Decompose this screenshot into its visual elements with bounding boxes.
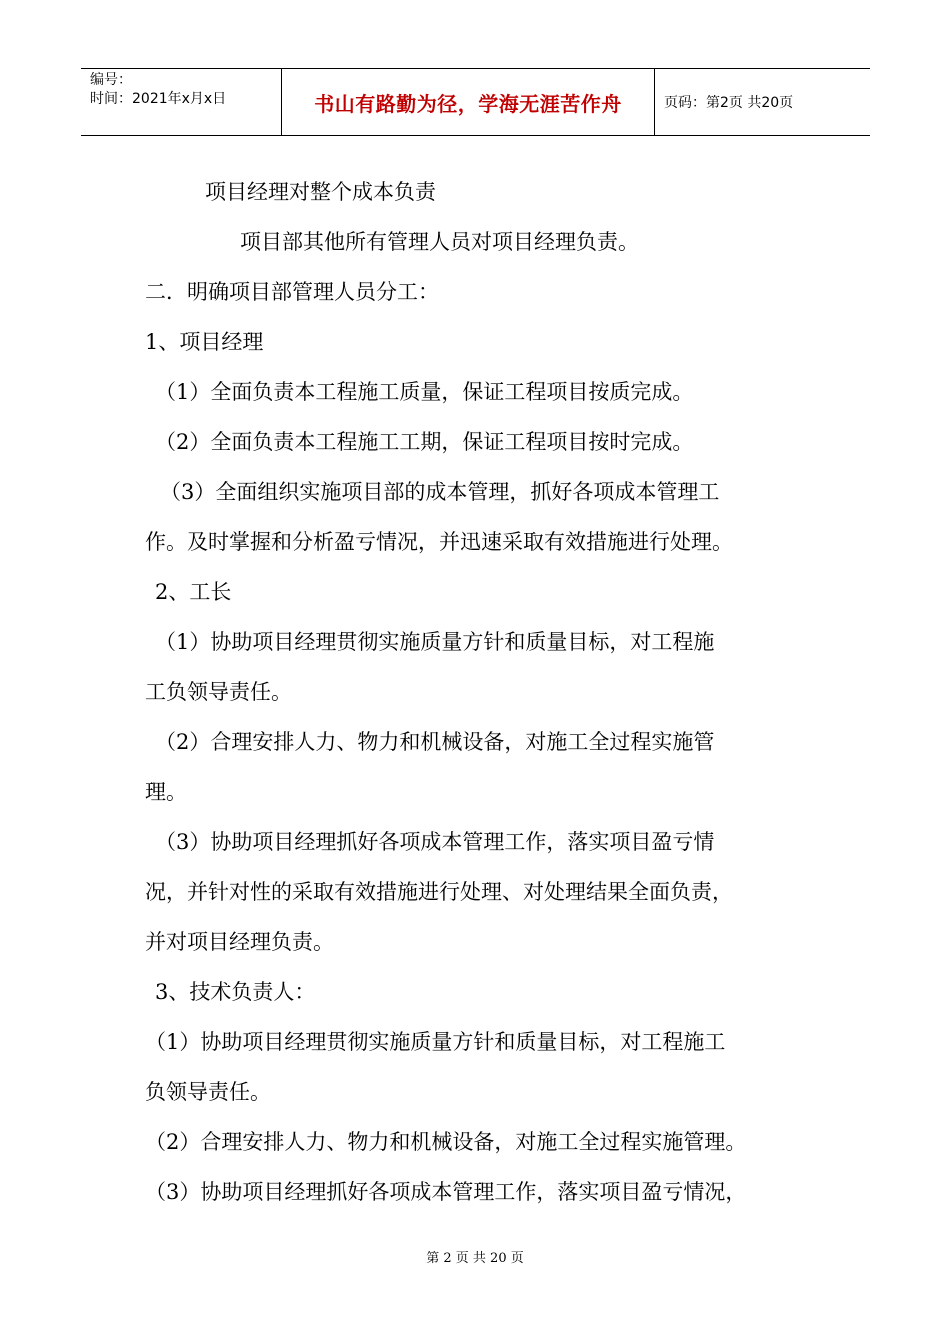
list-item: （2）合理安排人力、物力和机械设备，对施工全过程实施管理。: [145, 1130, 747, 1154]
list-item: （1）协助项目经理贯彻实施质量方针和质量目标，对工程施: [155, 630, 715, 654]
header-motto-cell: [282, 69, 655, 135]
list-item: （3）协助项目经理抓好各项成本管理工作，落实项目盈亏情: [155, 830, 715, 854]
list-item: （1）协助项目经理贯彻实施质量方针和质量目标，对工程施工: [145, 1030, 726, 1054]
number-label: 编号：: [90, 72, 132, 88]
subsection-heading: 1、项目经理: [145, 330, 264, 354]
page-footer: 第 2 页 共 20 页: [426, 1251, 524, 1266]
list-item-continuation: 况，并针对性的采取有效措施进行处理、对处理结果全面负责，: [145, 880, 733, 904]
list-item-continuation: 并对项目经理负责。: [145, 930, 334, 954]
page-info: 页码：第2页 共20页: [664, 95, 794, 111]
time-label: 时间：2021年x月x日: [90, 91, 227, 107]
motto-text: 书山有路勤为径，学海无涯苦作舟: [314, 91, 622, 116]
list-item-continuation: 负领导责任。: [145, 1080, 271, 1104]
header-page-cell: [655, 69, 870, 135]
list-item-continuation: 工负领导责任。: [145, 680, 292, 704]
header-table: [81, 68, 870, 136]
subsection-heading: 3、技术负责人：: [155, 980, 316, 1004]
list-item: （1）全面负责本工程施工质量，保证工程项目按质完成。: [155, 380, 694, 404]
subsection-heading: 2、工长: [155, 580, 232, 604]
paragraph-line: 项目部其他所有管理人员对项目经理负责。: [240, 230, 639, 254]
list-item-continuation: 作。及时掌握和分析盈亏情况，并迅速采取有效措施进行处理。: [145, 530, 733, 554]
list-item: （3）协助项目经理抓好各项成本管理工作，落实项目盈亏情况，: [145, 1180, 747, 1204]
paragraph-line: 项目经理对整个成本负责: [205, 180, 436, 204]
list-item-continuation: 理。: [145, 780, 187, 804]
list-item: （3）全面组织实施项目部的成本管理，抓好各项成本管理工: [160, 480, 720, 504]
header-meta-cell: [81, 69, 282, 135]
list-item: （2）全面负责本工程施工工期，保证工程项目按时完成。: [155, 430, 694, 454]
list-item: （2）合理安排人力、物力和机械设备，对施工全过程实施管: [155, 730, 715, 754]
section-heading: 二．明确项目部管理人员分工：: [145, 280, 439, 304]
